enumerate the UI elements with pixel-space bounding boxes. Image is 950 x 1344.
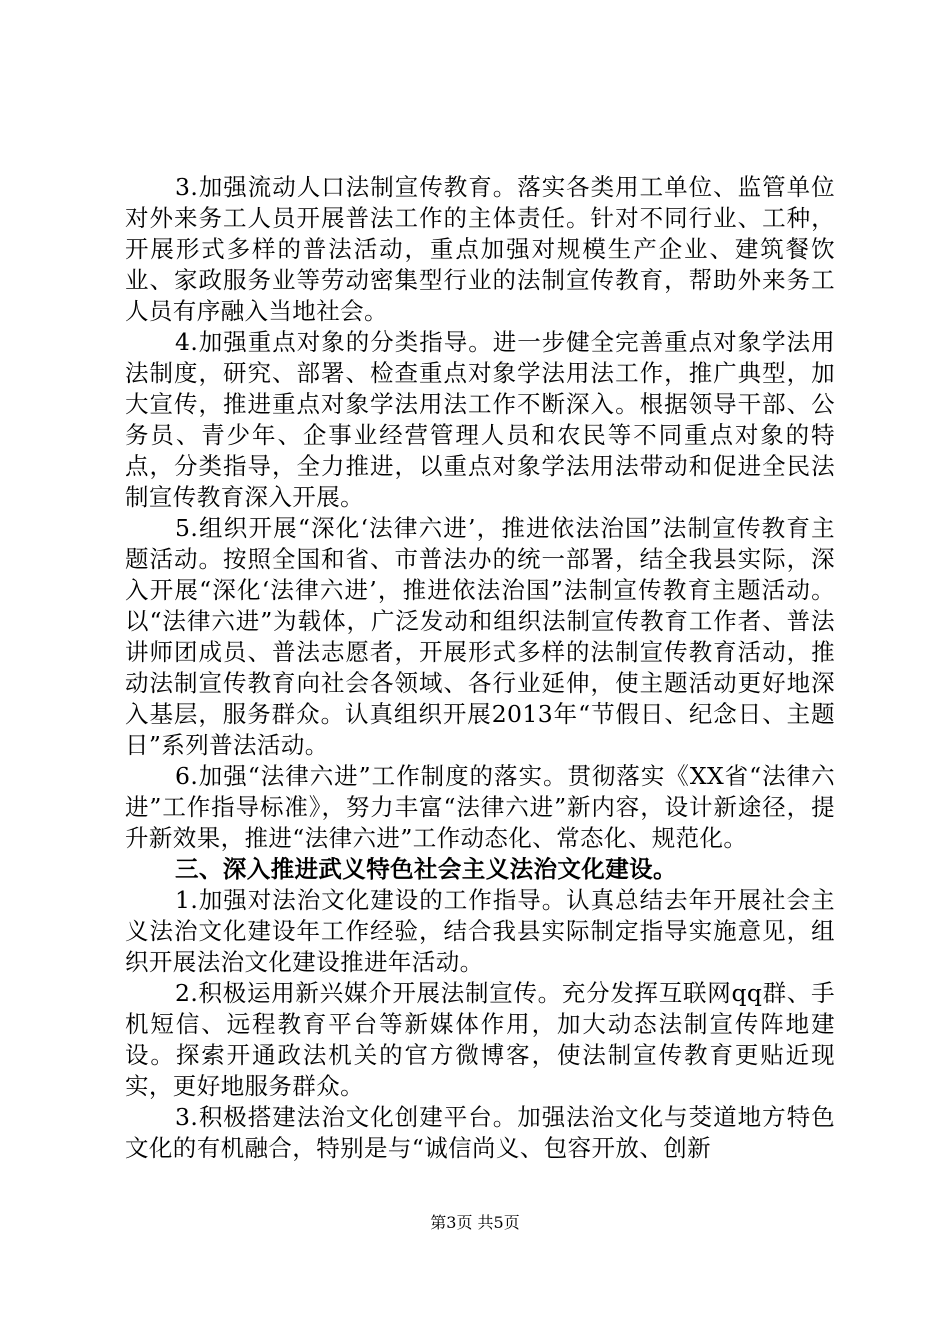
paragraph-item-1-culture-guidance: 1.加强对法治文化建设的工作指导。认真总结去年开展社会主义法治文化建设年工作经验，结合我县实际制定指导实施意见，组织开展法治文化建设推进年活动。 xyxy=(125,886,835,976)
paragraph-item-3-culture-platform: 3.积极搭建法治文化创建平台。加强法治文化与茭道地方特色文化的有机融合，特别是与“诚信尚义、包容开放、创新 xyxy=(125,1103,835,1162)
section-heading-three: 三、深入推进武义特色社会主义法治文化建设。 xyxy=(175,855,677,883)
page-number-footer: 第3页 共5页 xyxy=(430,1213,520,1232)
paragraph-item-6-six-into-system: 6.加强“法律六进”工作制度的落实。贯彻落实《XX省“法律六进”工作指导标准》，努力丰富“法律六进”新内容，设计新途径，提升新效果，推进“法律六进”工作动态化、常态化、规范化。 xyxy=(125,762,835,852)
paragraph-item-2-new-media: 2.积极运用新兴媒介开展法制宣传。充分发挥互联网qq群、手机短信、远程教育平台等新媒体作用，加大动态法制宣传阵地建设。探索开通政法机关的官方微博客，使法制宣传教育更贴近现实，更好地服务群众。 xyxy=(125,979,835,1100)
paragraph-item-3-floating-population: 3.加强流动人口法制宣传教育。落实各类用工单位、监管单位对外来务工人员开展普法工作的主体责任。针对不同行业、工种，开展形式多样的普法活动，重点加强对规模生产企业、建筑餐饮业、家政服务业等劳动密集型行业的法制宣传教育，帮助外来务工人员有序融入当地社会。 xyxy=(125,173,835,325)
paragraph-item-4-key-targets: 4.加强重点对象的分类指导。进一步健全完善重点对象学法用法制度，研究、部署、检查重点对象学法用法工作，推广典型，加大宣传，推进重点对象学法用法工作不断深入。根据领导干部、公务员、青少年、企事业经营管理人员和农民等不同重点对象的特点，分类指导，全力推进，以重点对象学法用法带动和促进全民法制宣传教育深入开展。 xyxy=(125,328,835,511)
paragraph-item-5-theme-activity: 5.组织开展“深化‘法律六进’，推进依法治国”法制宣传教育主题活动。按照全国和省、市普法办的统一部署，结全我县实际，深入开展“深化‘法律六进’，推进依法治国”法制宣传教育主题活动。以“法律六进”为载体，广泛发动和组织法制宣传教育工作者、普法讲师团成员、普法志愿者，开展形式多样的法制宣传教育活动，推动法制宣传教育向社会各领域、各行业延伸，使主题活动更好地深入基层，服务群众。认真组织开展2013年“节假日、纪念日、主题日”系列普法活动。 xyxy=(125,514,835,759)
document-body xyxy=(125,172,835,1164)
